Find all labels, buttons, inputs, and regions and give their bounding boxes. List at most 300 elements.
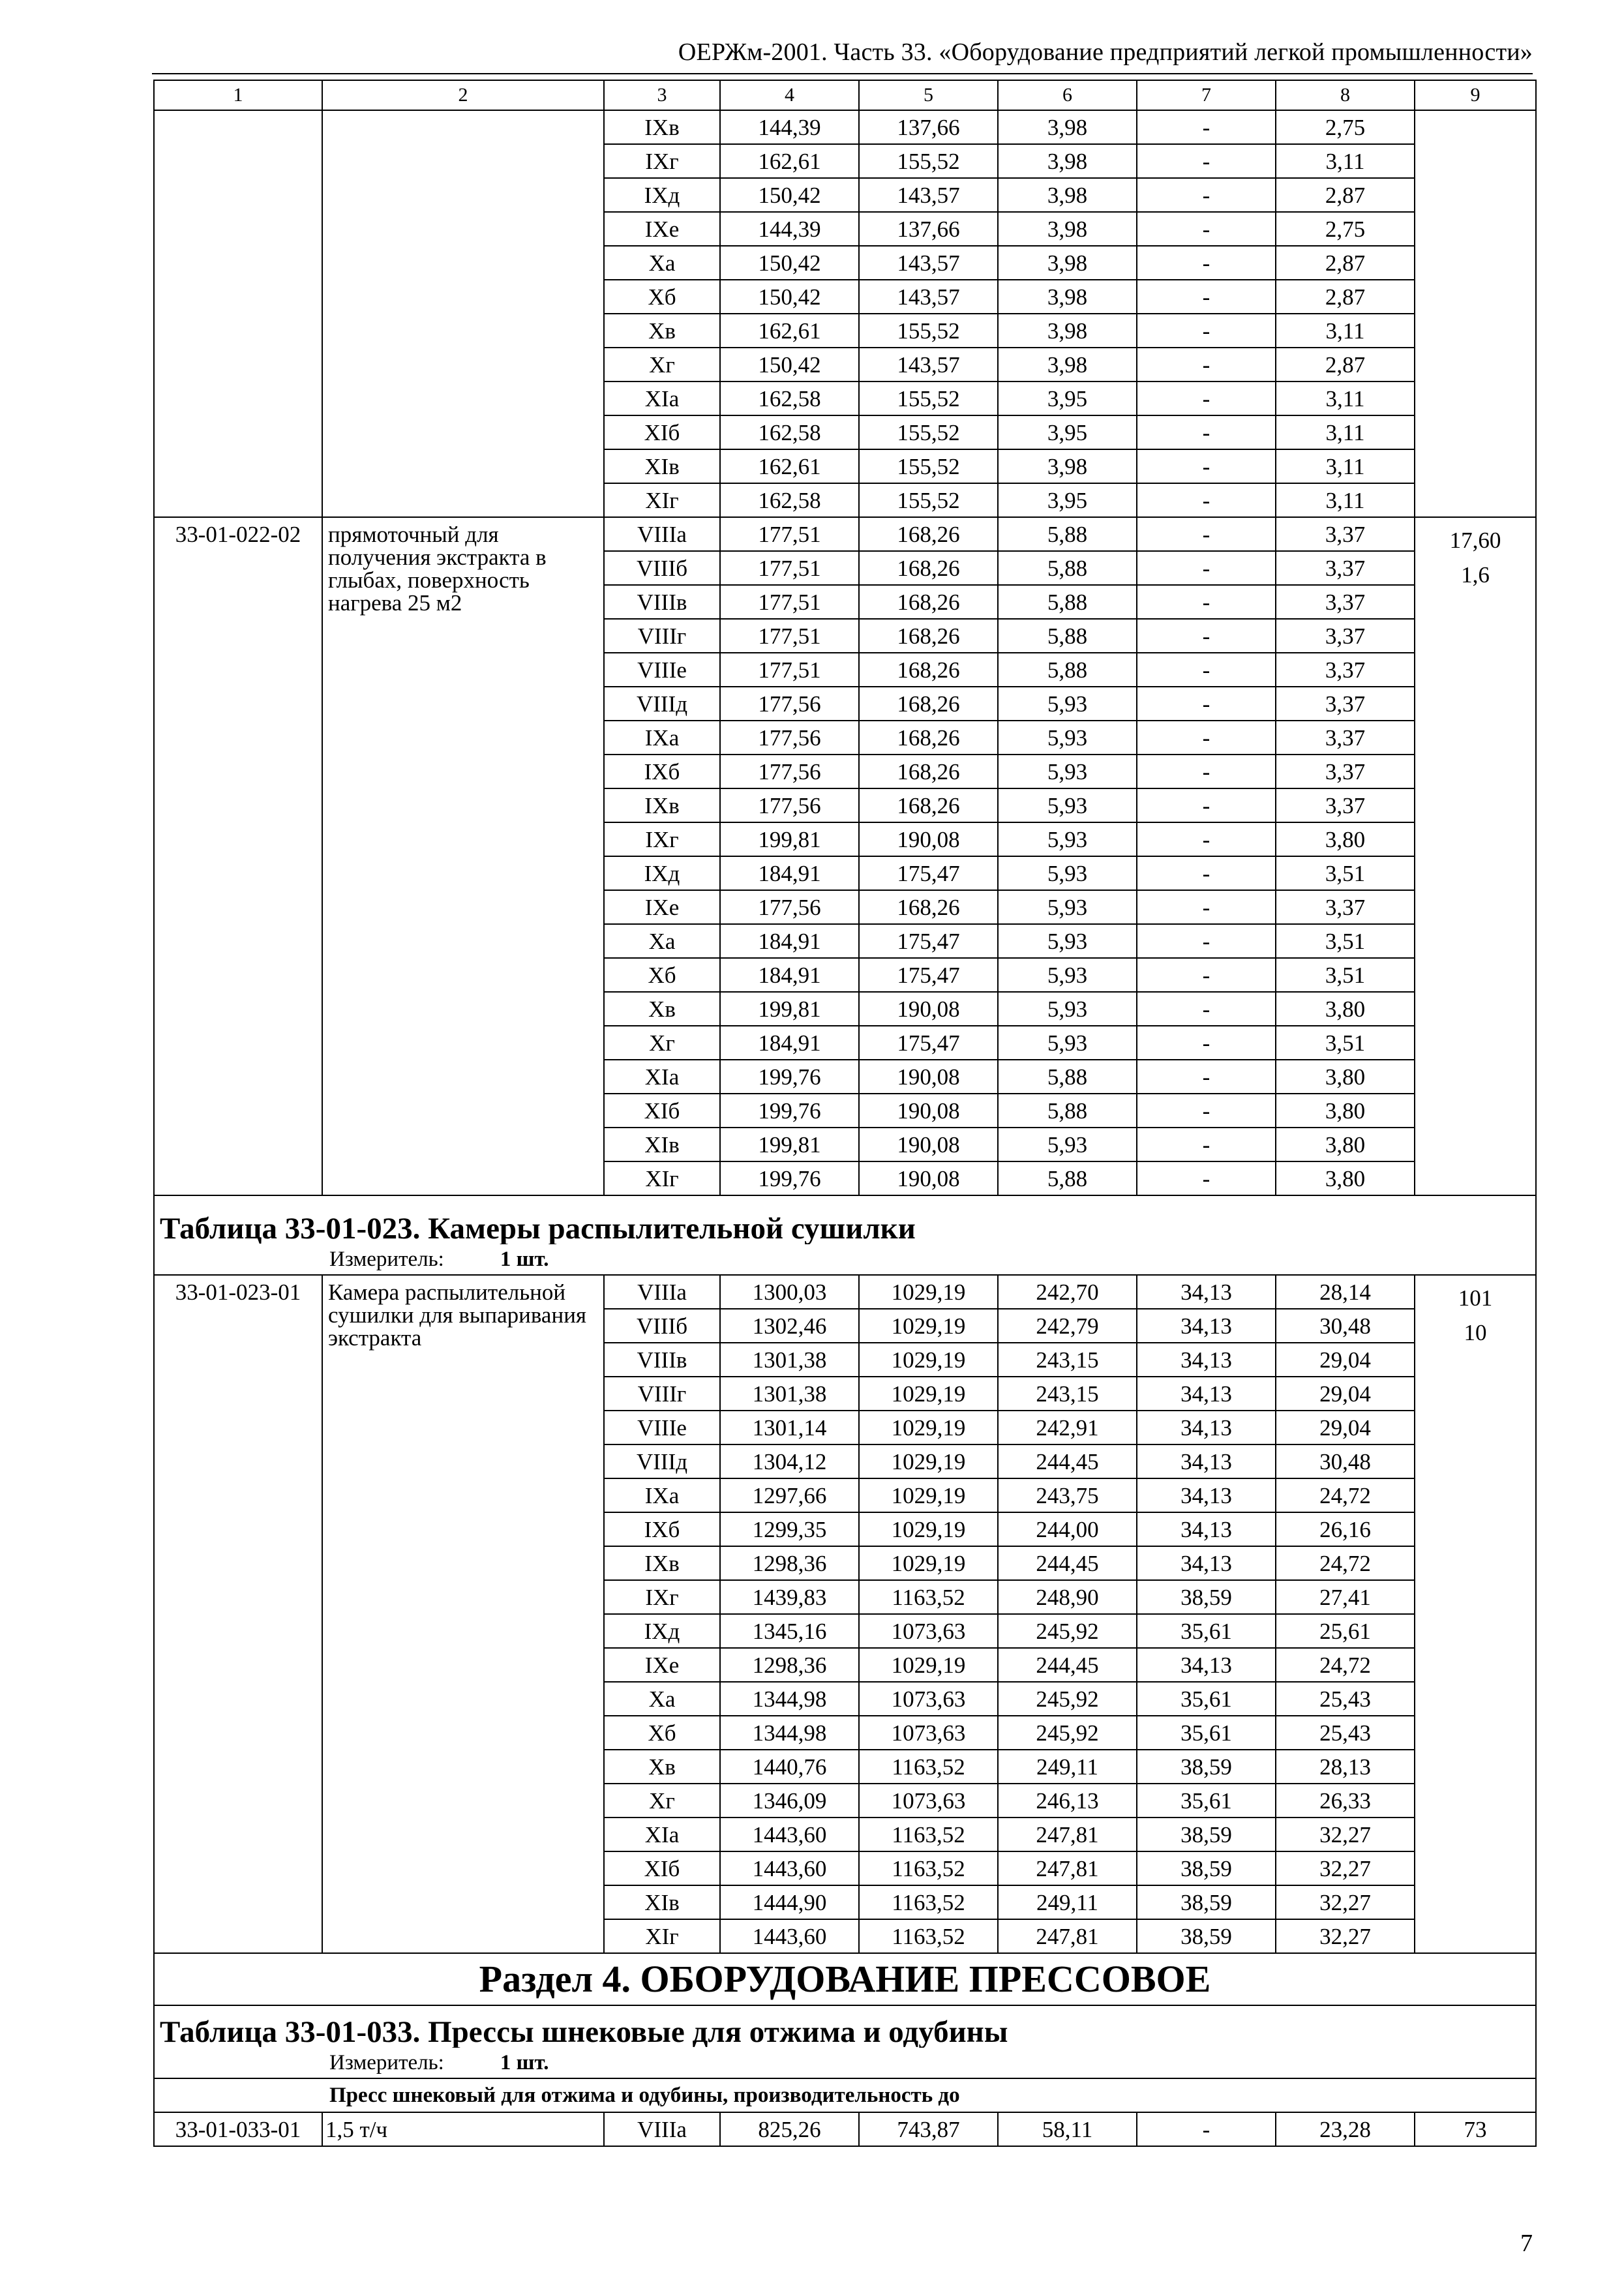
data-cell: 34,13 [1137, 1343, 1276, 1377]
data-cell: 29,04 [1276, 1343, 1415, 1377]
data-cell: 2,75 [1276, 110, 1415, 144]
data-cell: 3,37 [1276, 653, 1415, 687]
data-cell: 177,51 [720, 517, 859, 551]
data-cell: 243,15 [998, 1377, 1137, 1411]
data-cell: 3,80 [1276, 1094, 1415, 1128]
data-cell: 5,88 [998, 1060, 1137, 1094]
data-cell: 2,75 [1276, 212, 1415, 246]
meter-cell [154, 1244, 1536, 1275]
data-cell: - [1137, 755, 1276, 788]
data-cell: 3,11 [1276, 415, 1415, 449]
column-number: 5 [859, 80, 998, 110]
data-cell: VIIIе [604, 1411, 720, 1444]
data-cell: VIIIа [604, 517, 720, 551]
data-cell: 144,39 [720, 110, 859, 144]
data-cell: 137,66 [859, 212, 998, 246]
data-cell: 32,27 [1276, 1885, 1415, 1919]
data-cell: VIIIа [604, 2112, 720, 2146]
data-cell: 150,42 [720, 246, 859, 280]
data-cell: 143,57 [859, 246, 998, 280]
data-cell: 5,93 [998, 924, 1137, 958]
data-cell: 3,80 [1276, 1128, 1415, 1161]
data-cell: 242,79 [998, 1309, 1137, 1343]
data-cell: 38,59 [1137, 1919, 1276, 1953]
data-cell: 28,13 [1276, 1750, 1415, 1784]
data-cell: Xа [604, 246, 720, 280]
data-cell: 247,81 [998, 1851, 1137, 1885]
data-cell: 245,92 [998, 1682, 1137, 1716]
data-cell: 3,98 [998, 144, 1137, 178]
data-cell: XIа [604, 1060, 720, 1094]
column-number: 2 [322, 80, 604, 110]
data-cell: IXв [604, 1546, 720, 1580]
data-cell: 5,93 [998, 788, 1137, 822]
group-subheading: Пресс шнековый для отжима и одубины, производительность до [154, 2078, 1536, 2112]
data-cell: IXг [604, 822, 720, 856]
data-cell: 184,91 [720, 958, 859, 992]
data-cell: 246,13 [998, 1784, 1137, 1818]
data-cell: 1163,52 [859, 1750, 998, 1784]
data-cell: 3,95 [998, 382, 1137, 415]
data-cell: 177,51 [720, 551, 859, 585]
section-row [154, 1953, 1536, 2005]
data-cell: XIг [604, 1919, 720, 1953]
data-cell: 32,27 [1276, 1851, 1415, 1885]
data-cell: 3,11 [1276, 314, 1415, 348]
data-cell: 1344,98 [720, 1682, 859, 1716]
table-row [154, 110, 1536, 144]
data-cell: 1163,52 [859, 1919, 998, 1953]
data-cell: 29,04 [1276, 1411, 1415, 1444]
data-cell: 143,57 [859, 178, 998, 212]
data-cell: 5,88 [998, 1161, 1137, 1195]
description-cell [322, 110, 604, 517]
data-cell: 5,93 [998, 822, 1137, 856]
data-cell: Xв [604, 314, 720, 348]
data-cell: 3,37 [1276, 619, 1415, 653]
data-cell: 30,48 [1276, 1309, 1415, 1343]
data-cell: 2,87 [1276, 280, 1415, 314]
data-cell: 184,91 [720, 1026, 859, 1060]
col9-value: 1,6 [1461, 562, 1490, 588]
data-cell: XIв [604, 1885, 720, 1919]
data-cell: VIIIд [604, 1444, 720, 1478]
data-cell: 5,88 [998, 619, 1137, 653]
data-cell: Xа [604, 924, 720, 958]
data-cell: 1344,98 [720, 1716, 859, 1750]
description-cell: 1,5 т/ч [322, 2112, 604, 2146]
data-cell: - [1137, 246, 1276, 280]
data-cell: - [1137, 348, 1276, 382]
data-cell: 3,80 [1276, 1161, 1415, 1195]
data-cell: - [1137, 1161, 1276, 1195]
data-cell: 25,43 [1276, 1716, 1415, 1750]
data-cell: 168,26 [859, 890, 998, 924]
data-cell: 1029,19 [859, 1411, 998, 1444]
data-cell: 3,37 [1276, 517, 1415, 551]
data-cell: Xг [604, 1784, 720, 1818]
data-cell: 34,13 [1137, 1546, 1276, 1580]
data-cell: 244,00 [998, 1512, 1137, 1546]
data-cell: 743,87 [859, 2112, 998, 2146]
data-cell: 242,91 [998, 1411, 1137, 1444]
data-cell: 199,76 [720, 1094, 859, 1128]
col9-cell: 73 [1415, 2112, 1536, 2146]
data-cell: 162,58 [720, 415, 859, 449]
data-cell: 168,26 [859, 788, 998, 822]
data-cell: - [1137, 619, 1276, 653]
data-cell: - [1137, 2112, 1276, 2146]
col9-value: 101 [1458, 1285, 1493, 1311]
meter-cell [154, 2048, 1536, 2078]
data-cell: 168,26 [859, 687, 998, 721]
description-cell: прямоточный для получения экстракта в глыбах, поверхность нагрева 25 м2 [322, 517, 604, 1195]
data-cell: 5,93 [998, 721, 1137, 755]
data-cell: - [1137, 653, 1276, 687]
data-cell: 150,42 [720, 348, 859, 382]
running-header: ОЕРЖм-2001. Часть 33. «Оборудование предприятий легкой промышленности» [678, 38, 1533, 66]
data-cell: 3,51 [1276, 1026, 1415, 1060]
data-cell: 177,56 [720, 788, 859, 822]
data-cell: - [1137, 449, 1276, 483]
data-cell: 1301,38 [720, 1377, 859, 1411]
data-cell: 34,13 [1137, 1478, 1276, 1512]
data-cell: - [1137, 1094, 1276, 1128]
data-cell: - [1137, 585, 1276, 619]
data-cell: 3,37 [1276, 890, 1415, 924]
data-cell: 143,57 [859, 348, 998, 382]
data-cell: 34,13 [1137, 1377, 1276, 1411]
data-cell: XIг [604, 483, 720, 517]
data-cell: 3,98 [998, 110, 1137, 144]
data-cell: 247,81 [998, 1818, 1137, 1851]
data-cell: 3,98 [998, 348, 1137, 382]
data-cell: 190,08 [859, 992, 998, 1026]
data-cell: VIIIе [604, 653, 720, 687]
data-cell: 3,98 [998, 178, 1137, 212]
data-cell: 58,11 [998, 2112, 1137, 2146]
data-cell: 3,37 [1276, 551, 1415, 585]
col9-cell [1415, 110, 1536, 517]
col9-cell [1415, 1275, 1536, 1953]
data-cell: XIв [604, 1128, 720, 1161]
data-cell: XIг [604, 1161, 720, 1195]
data-cell: 175,47 [859, 924, 998, 958]
data-cell: 199,76 [720, 1161, 859, 1195]
data-cell: IXд [604, 856, 720, 890]
data-cell: 5,88 [998, 585, 1137, 619]
data-cell: VIIIб [604, 551, 720, 585]
data-cell: 1300,03 [720, 1275, 859, 1309]
data-cell: - [1137, 280, 1276, 314]
data-cell: 1029,19 [859, 1275, 998, 1309]
data-cell: 1073,63 [859, 1614, 998, 1648]
data-cell: IXв [604, 788, 720, 822]
data-cell: 23,28 [1276, 2112, 1415, 2146]
data-cell: 184,91 [720, 924, 859, 958]
estimate-table [153, 80, 1537, 2147]
data-cell: 3,11 [1276, 382, 1415, 415]
column-number: 6 [998, 80, 1137, 110]
data-cell: 3,98 [998, 449, 1137, 483]
data-cell: IXд [604, 178, 720, 212]
data-cell: 5,93 [998, 755, 1137, 788]
data-cell: IXе [604, 1648, 720, 1682]
page-number: 7 [1520, 2230, 1533, 2257]
data-cell: 5,88 [998, 653, 1137, 687]
data-cell: Xб [604, 958, 720, 992]
data-cell: - [1137, 958, 1276, 992]
data-cell: 1029,19 [859, 1309, 998, 1343]
data-cell: XIб [604, 1851, 720, 1885]
data-cell: 155,52 [859, 483, 998, 517]
data-cell: IXб [604, 1512, 720, 1546]
data-cell: XIв [604, 449, 720, 483]
data-cell: XIб [604, 415, 720, 449]
data-cell: 24,72 [1276, 1478, 1415, 1512]
table-title: Таблица 33-01-023. Камеры распылительной сушилки [154, 1195, 1536, 1244]
data-cell: 27,41 [1276, 1580, 1415, 1614]
data-cell: 1440,76 [720, 1750, 859, 1784]
data-cell: 247,81 [998, 1919, 1137, 1953]
data-cell: 29,04 [1276, 1377, 1415, 1411]
data-cell: 242,70 [998, 1275, 1137, 1309]
data-cell: 177,51 [720, 585, 859, 619]
column-number: 1 [154, 80, 322, 110]
data-cell: 1029,19 [859, 1648, 998, 1682]
data-cell: 137,66 [859, 110, 998, 144]
data-cell: 3,37 [1276, 585, 1415, 619]
data-cell: 244,45 [998, 1546, 1137, 1580]
data-cell: 168,26 [859, 585, 998, 619]
data-cell: 177,51 [720, 619, 859, 653]
data-cell: 35,61 [1137, 1784, 1276, 1818]
data-cell: 25,61 [1276, 1614, 1415, 1648]
data-cell: - [1137, 110, 1276, 144]
data-cell: 175,47 [859, 856, 998, 890]
data-cell: IXе [604, 212, 720, 246]
data-cell: - [1137, 856, 1276, 890]
data-cell: - [1137, 924, 1276, 958]
data-cell: 26,16 [1276, 1512, 1415, 1546]
data-cell: 190,08 [859, 822, 998, 856]
data-cell: 177,56 [720, 687, 859, 721]
data-cell: 1163,52 [859, 1851, 998, 1885]
data-cell: IXа [604, 721, 720, 755]
data-cell: VIIIд [604, 687, 720, 721]
data-cell: 1029,19 [859, 1546, 998, 1580]
table-title: Таблица 33-01-033. Прессы шнековые для отжима и одубины [154, 2005, 1536, 2048]
data-cell: 243,75 [998, 1478, 1137, 1512]
data-cell: 38,59 [1137, 1851, 1276, 1885]
data-cell: - [1137, 517, 1276, 551]
data-cell: 32,27 [1276, 1818, 1415, 1851]
data-cell: 190,08 [859, 1094, 998, 1128]
column-number-row [154, 80, 1536, 110]
data-cell: 1301,14 [720, 1411, 859, 1444]
data-cell: 199,81 [720, 992, 859, 1026]
data-cell: VIIIв [604, 585, 720, 619]
table-row [154, 517, 1536, 551]
data-cell: 35,61 [1137, 1614, 1276, 1648]
data-cell: 168,26 [859, 755, 998, 788]
data-cell: 5,93 [998, 890, 1137, 924]
data-cell: 3,95 [998, 483, 1137, 517]
data-cell: 150,42 [720, 280, 859, 314]
data-cell: 3,80 [1276, 1060, 1415, 1094]
data-cell: 155,52 [859, 382, 998, 415]
data-cell: 155,52 [859, 314, 998, 348]
data-cell: 3,98 [998, 212, 1137, 246]
data-cell: Xг [604, 348, 720, 382]
data-cell: 5,93 [998, 992, 1137, 1026]
data-cell: 35,61 [1137, 1682, 1276, 1716]
data-cell: 144,39 [720, 212, 859, 246]
data-cell: 1029,19 [859, 1512, 998, 1546]
data-cell: IXе [604, 890, 720, 924]
table-heading-row [154, 1195, 1536, 1244]
data-cell: Xб [604, 280, 720, 314]
data-cell: - [1137, 822, 1276, 856]
data-cell: 3,51 [1276, 958, 1415, 992]
data-cell: Xб [604, 1716, 720, 1750]
data-cell: - [1137, 551, 1276, 585]
data-cell: 3,11 [1276, 144, 1415, 178]
data-cell: - [1137, 890, 1276, 924]
data-cell: 177,56 [720, 890, 859, 924]
data-cell: 243,15 [998, 1343, 1137, 1377]
column-number: 9 [1415, 80, 1536, 110]
data-cell: 162,61 [720, 449, 859, 483]
data-cell: IXа [604, 1478, 720, 1512]
data-cell: 168,26 [859, 653, 998, 687]
data-cell: 24,72 [1276, 1648, 1415, 1682]
table-row [154, 1275, 1536, 1309]
data-cell: 199,81 [720, 1128, 859, 1161]
data-cell: IXб [604, 755, 720, 788]
data-cell: 162,61 [720, 144, 859, 178]
data-cell: 1029,19 [859, 1444, 998, 1478]
data-cell: 25,43 [1276, 1682, 1415, 1716]
data-cell: 1345,16 [720, 1614, 859, 1648]
data-cell: 1346,09 [720, 1784, 859, 1818]
data-cell: 3,98 [998, 314, 1137, 348]
data-cell: 155,52 [859, 449, 998, 483]
data-cell: 1073,63 [859, 1784, 998, 1818]
data-cell: 5,93 [998, 856, 1137, 890]
data-cell: 1304,12 [720, 1444, 859, 1478]
data-cell: 3,37 [1276, 755, 1415, 788]
meter-label: Измеритель: [329, 1247, 444, 1271]
data-cell: 168,26 [859, 619, 998, 653]
data-cell: 1163,52 [859, 1818, 998, 1851]
data-cell: 3,11 [1276, 483, 1415, 517]
meter-unit: 1 шт. [500, 2050, 549, 2074]
table-row [154, 2112, 1536, 2146]
data-cell: IXв [604, 110, 720, 144]
data-cell: 177,56 [720, 755, 859, 788]
data-cell: 248,90 [998, 1580, 1137, 1614]
meter-row [154, 1244, 1536, 1275]
data-cell: XIа [604, 382, 720, 415]
data-cell: 3,11 [1276, 449, 1415, 483]
data-cell: 1029,19 [859, 1377, 998, 1411]
data-cell: - [1137, 144, 1276, 178]
data-cell: 168,26 [859, 721, 998, 755]
data-cell: 1444,90 [720, 1885, 859, 1919]
data-cell: 175,47 [859, 958, 998, 992]
data-cell: 168,26 [859, 517, 998, 551]
data-cell: VIIIг [604, 1377, 720, 1411]
data-cell: 30,48 [1276, 1444, 1415, 1478]
data-cell: 245,92 [998, 1614, 1137, 1648]
table-heading-row [154, 2005, 1536, 2048]
column-number: 8 [1276, 80, 1415, 110]
data-cell: 1443,60 [720, 1818, 859, 1851]
data-cell: - [1137, 788, 1276, 822]
data-cell: 177,51 [720, 653, 859, 687]
data-cell: 3,80 [1276, 992, 1415, 1026]
col9-cell [1415, 517, 1536, 1195]
header-rule [152, 73, 1533, 74]
data-cell: 168,26 [859, 551, 998, 585]
data-cell: 245,92 [998, 1716, 1137, 1750]
data-cell: 1297,66 [720, 1478, 859, 1512]
data-cell: Xа [604, 1682, 720, 1716]
code-cell [154, 110, 322, 517]
data-cell: 5,88 [998, 1094, 1137, 1128]
data-cell: 199,81 [720, 822, 859, 856]
data-cell: 249,11 [998, 1885, 1137, 1919]
data-cell: 2,87 [1276, 348, 1415, 382]
data-cell: 5,88 [998, 517, 1137, 551]
data-cell: 1298,36 [720, 1546, 859, 1580]
data-cell: - [1137, 1128, 1276, 1161]
data-cell: 143,57 [859, 280, 998, 314]
data-cell: 3,51 [1276, 856, 1415, 890]
data-cell: 1298,36 [720, 1648, 859, 1682]
data-cell: 1029,19 [859, 1478, 998, 1512]
data-cell: - [1137, 1060, 1276, 1094]
data-cell: 1299,35 [720, 1512, 859, 1546]
data-cell: - [1137, 992, 1276, 1026]
data-cell: 5,93 [998, 958, 1137, 992]
data-cell: IXг [604, 144, 720, 178]
data-cell: - [1137, 178, 1276, 212]
col9-value: 17,60 [1449, 528, 1501, 553]
data-cell: 32,27 [1276, 1919, 1415, 1953]
data-cell: 1163,52 [859, 1580, 998, 1614]
column-number: 3 [604, 80, 720, 110]
data-cell: 150,42 [720, 178, 859, 212]
data-cell: - [1137, 483, 1276, 517]
data-cell: 26,33 [1276, 1784, 1415, 1818]
data-cell: 1073,63 [859, 1716, 998, 1750]
col9-value: 10 [1464, 1320, 1487, 1346]
data-cell: 190,08 [859, 1161, 998, 1195]
data-cell: 825,26 [720, 2112, 859, 2146]
data-cell: 1302,46 [720, 1309, 859, 1343]
data-cell: 190,08 [859, 1128, 998, 1161]
data-cell: 155,52 [859, 144, 998, 178]
column-number: 7 [1137, 80, 1276, 110]
data-cell: 249,11 [998, 1750, 1137, 1784]
data-cell: Xг [604, 1026, 720, 1060]
column-number: 4 [720, 80, 859, 110]
data-cell: 3,80 [1276, 822, 1415, 856]
data-cell: 155,52 [859, 415, 998, 449]
data-cell: 2,87 [1276, 246, 1415, 280]
